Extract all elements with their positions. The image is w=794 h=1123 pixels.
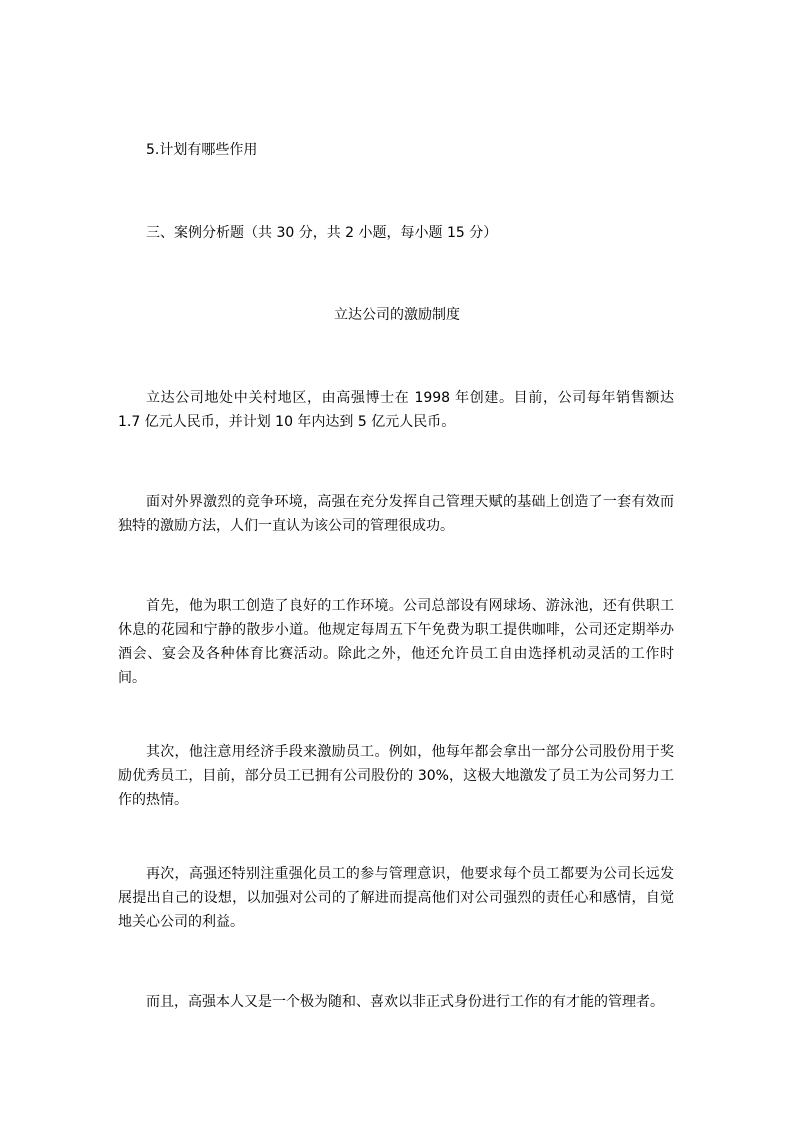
paragraph-6: 而且，高强本人又是一个极为随和、喜欢以非正式身份进行工作的有才能的管理者。 [146, 994, 664, 1010]
section-3-heading: 三、案例分析题（共 30 分，共 2 小题，每小题 15 分） [146, 225, 498, 241]
paragraph-3: 首先，他为职工创造了良好的工作环境。公司总部设有网球场、游泳池，还有供职工休息的花园和宁静的散步小道。他规定每周五下午免费为职工提供咖啡，公司还定期举办酒会、宴会及各种体育比赛活动。除此之外，他还允许员工自由选择机动灵活的工作时间。 [118, 598, 674, 686]
paragraph-2: 面对外界激烈的竞争环境，高强在充分发挥自己管理天赋的基础上创造了一套有效而独特的激励方法，人们一直认为该公司的管理很成功。 [118, 494, 674, 534]
question-5: 5.计划有哪些作用 [146, 142, 258, 158]
paragraph-1: 立达公司地处中关村地区，由高强博士在 1998 年创建。目前，公司每年销售额达 1.7 亿元人民币，并计划 10 年内达到 5 亿元人民币。 [118, 390, 674, 430]
case-title: 立达公司的激励制度 [334, 307, 460, 323]
paragraph-5: 再次，高强还特别注重强化员工的参与管理意识，他要求每个员工都要为公司长远发展提出自己的设想，以加强对公司的了解进而提高他们对公司强烈的责任心和感情，自觉地关心公司的利益。 [118, 866, 674, 930]
paragraph-4: 其次，他注意用经济手段来激励员工。例如，他每年都会拿出一部分公司股份用于奖励优秀员工，目前，部分员工已拥有公司股份的 30%，这极大地激发了员工为公司努力工作的热情。 [118, 744, 674, 808]
